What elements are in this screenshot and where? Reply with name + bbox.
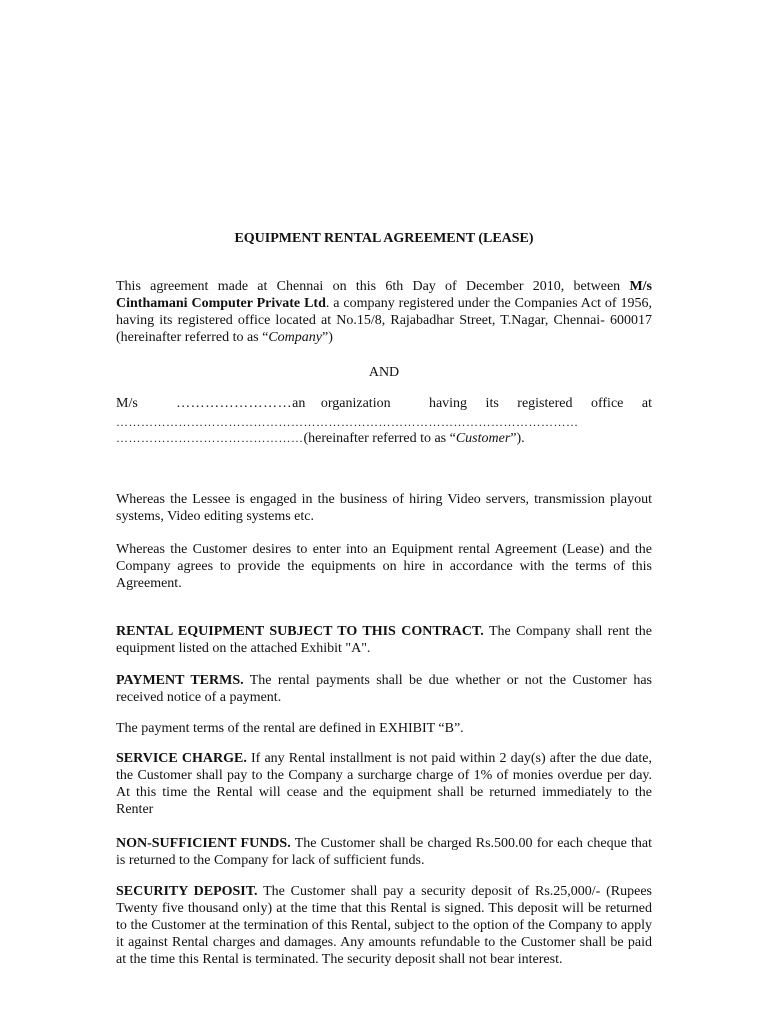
customer-address-blank-2: ………………………………………: [116, 431, 304, 445]
customer-paragraph: [116, 395, 652, 447]
nsf-text: The Customer shall be charged Rs.500.00 for each cheque that is returned to the Company for lack of sufficient funds.: [116, 836, 653, 868]
customer-address-blank: …………………………………………………………………………………………………: [116, 415, 579, 429]
payment-heading: PAYMENT TERMS.: [116, 673, 244, 688]
company-name: M/s Cinthamani Computer Private Ltd: [116, 279, 652, 311]
intro-paragraph: [116, 278, 652, 346]
service-text: If any Rental installment is not paid within 2 day(s) after the due date, the Customer shall pay to the Company a surcharge charge of 1% of monies overdue per day. At this time the Rental will cease and the equipment shall be returned immediately to the Renter: [116, 751, 652, 817]
deposit-heading: SECURITY DEPOSIT.: [116, 884, 258, 899]
service-charge-clause: [116, 750, 652, 818]
customer-line-3: [116, 430, 652, 447]
customer-line-1: [116, 395, 652, 412]
rental-heading: RENTAL EQUIPMENT SUBJECT TO THIS CONTRACT.: [116, 624, 484, 639]
rental-equipment-clause: [116, 623, 652, 657]
payment-terms-clause: [116, 672, 652, 706]
payment-text: The rental payments shall be due whether or not the Customer has received notice of a payment.: [116, 673, 652, 705]
customer-tail-1: (hereinafter referred to as “: [303, 431, 456, 446]
nsf-heading: NON-SUFFICIENT FUNDS.: [116, 836, 291, 851]
and-separator: AND: [368, 365, 400, 380]
intro-text-2: . a company registered under the Companies Act of 1956, having its registered office located at No.15/8, Rajabadhar Street, T.Nagar, Chennai- 600017 (hereinafter referred to as “: [116, 296, 652, 345]
customer-ms: M/s: [116, 396, 138, 411]
customer-having: having its registered office at: [428, 396, 652, 411]
customer-tail-2: ”).: [510, 431, 525, 446]
service-heading: SERVICE CHARGE.: [116, 751, 247, 766]
payment-exhibit-line: The payment terms of the rental are defined in EXHIBIT “B”.: [116, 721, 464, 736]
rental-text: The Company shall rent the equipment listed on the attached Exhibit "A".: [116, 624, 652, 656]
customer-ref: Customer: [455, 431, 511, 446]
intro-text-3: ”): [322, 330, 333, 345]
company-ref: Company: [268, 330, 323, 345]
customer-name-blank: ……………………an organization: [176, 396, 391, 411]
whereas-paragraph-2: Whereas the Customer desires to enter into an Equipment rental Agreement (Lease) and the Company agrees to provide the equipments on hire in accordance with the terms of this Agreement.: [116, 542, 652, 591]
intro-text-1: This agreement made at Chennai on this 6th Day of December 2010, between: [116, 279, 630, 294]
nsf-clause: [116, 835, 652, 869]
whereas-paragraph-1: Whereas the Lessee is engaged in the business of hiring Video servers, transmission playout systems, Video editing systems etc.: [116, 492, 652, 524]
customer-an-org: an organization: [292, 396, 391, 411]
document-title: EQUIPMENT RENTAL AGREEMENT (LEASE): [234, 231, 534, 246]
security-deposit-clause: [116, 883, 652, 968]
deposit-text: The Customer shall pay a security deposit of Rs.25,000/- (Rupees Twenty five thousand only) at the time that this Rental is signed. This deposit will be returned to the Customer at the termination of this Rental, subject to the option of the Company to apply it against Rental charges and damages. Any amounts refundable to the Customer shall be paid at the time this Rental is terminated. The security deposit shall not bear interest.: [116, 884, 652, 967]
